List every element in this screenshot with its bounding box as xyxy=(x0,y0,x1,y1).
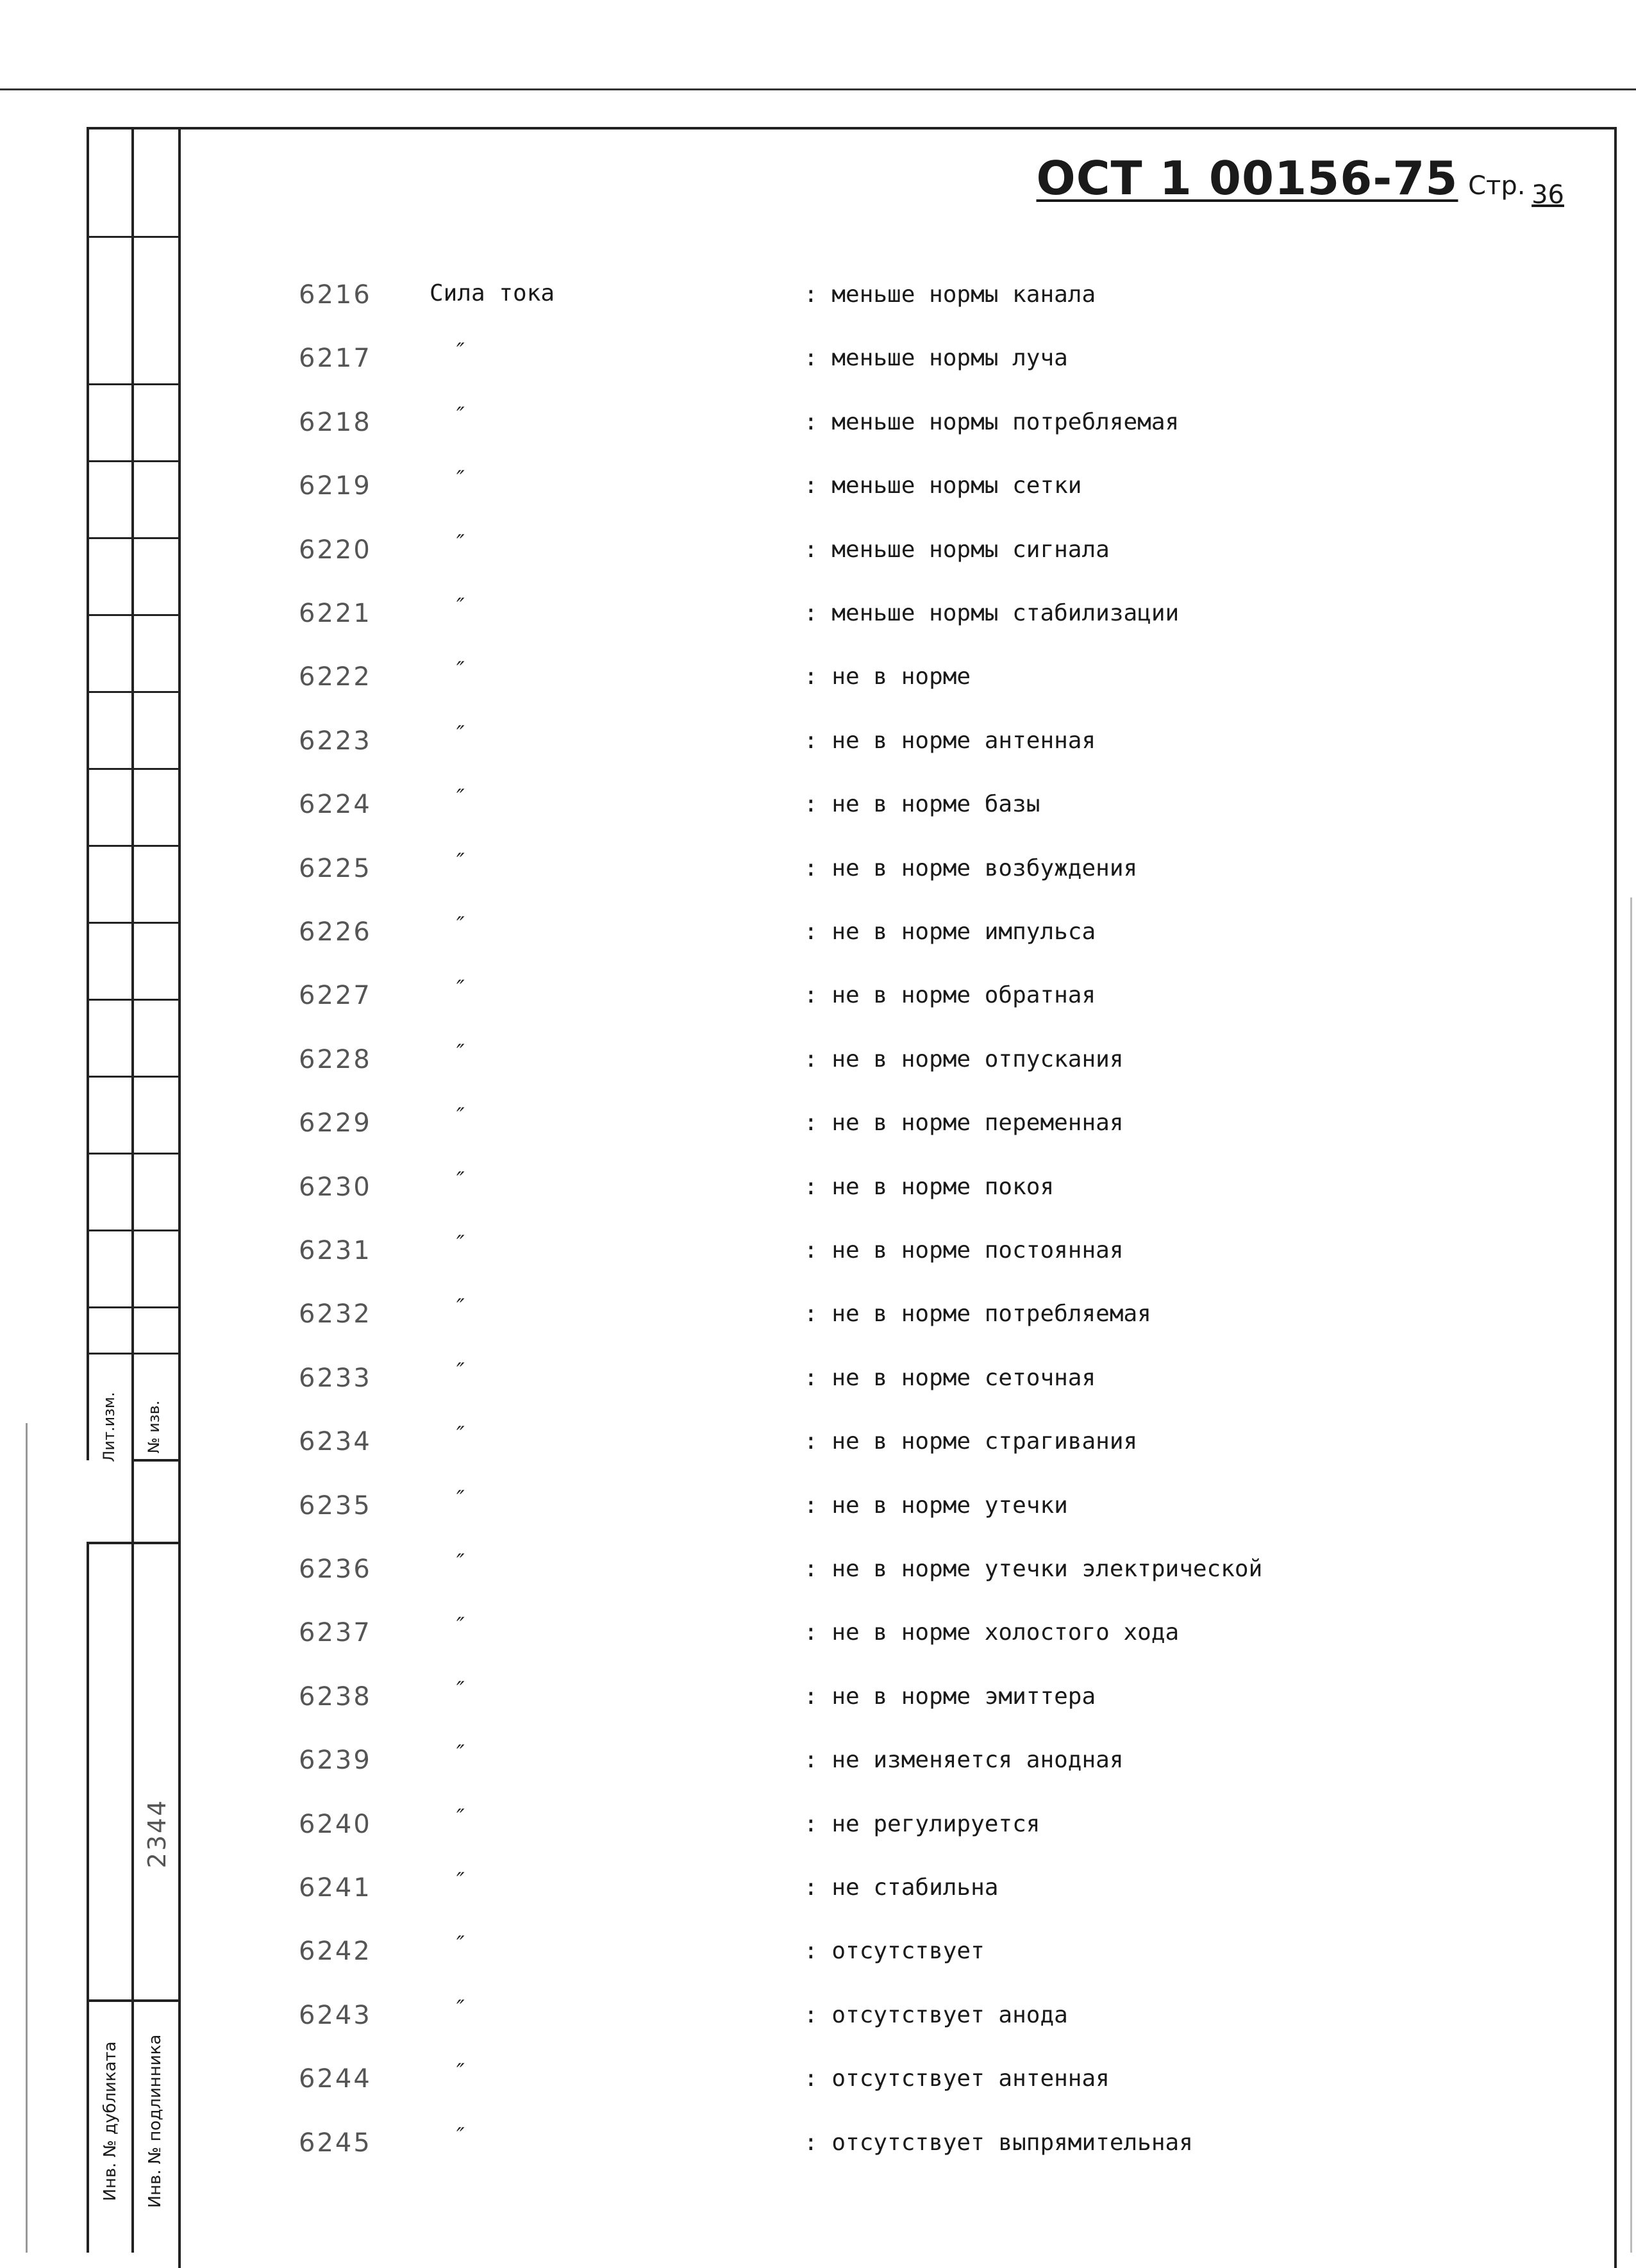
entry-description: : меньше нормы луча xyxy=(804,345,1068,371)
ditto-mark: ″ xyxy=(456,2059,465,2085)
ditto-mark: ″ xyxy=(456,721,465,747)
entry-code: 6238 xyxy=(299,1682,372,1712)
ditto-mark: ″ xyxy=(456,403,465,428)
ditto-mark: ″ xyxy=(456,338,465,364)
list-item xyxy=(0,849,1636,917)
entry-description: : не в норме страгивания xyxy=(804,1428,1138,1455)
entry-code: 6227 xyxy=(299,981,372,1010)
entry-code: 6237 xyxy=(299,1618,372,1647)
entry-description: : не в норме эмиттера xyxy=(804,1683,1096,1710)
list-item xyxy=(0,2059,1636,2128)
entry-code: 6244 xyxy=(299,2064,372,2094)
ditto-mark: ″ xyxy=(456,912,465,938)
ditto-mark: ″ xyxy=(456,2123,465,2149)
list-item xyxy=(0,721,1636,790)
entry-code: 6224 xyxy=(299,790,372,819)
list-item xyxy=(0,912,1636,981)
entry-code: 6236 xyxy=(299,1555,372,1584)
entry-description: : отсутствует xyxy=(804,1938,985,1964)
entry-code: 6234 xyxy=(299,1427,372,1456)
list-item xyxy=(0,1677,1636,1746)
entry-description: : не в норме обратная xyxy=(804,982,1096,1008)
entry-code: 6242 xyxy=(299,1937,372,1966)
entry-description: : не в норме антенная xyxy=(804,728,1096,754)
entry-code: 6230 xyxy=(299,1172,372,1202)
ditto-mark: ″ xyxy=(456,849,465,874)
page-label: Стр. xyxy=(1468,171,1526,201)
inv-duplicate-label: Инв. № дубликата xyxy=(101,2041,120,2201)
list-item xyxy=(0,1422,1636,1490)
entry-code: 6240 xyxy=(299,1810,372,1839)
entry-description: : не в норме постоянная xyxy=(804,1237,1124,1263)
strip-cell-divider xyxy=(87,236,181,238)
ditto-mark: ″ xyxy=(456,1294,465,1320)
entry-code: 6221 xyxy=(299,599,372,628)
list-item xyxy=(0,976,1636,1044)
document-code: ОСТ 1 00156-75 xyxy=(1036,151,1458,205)
ditto-mark: ″ xyxy=(456,1613,465,1638)
entry-code: 6239 xyxy=(299,1746,372,1775)
list-item xyxy=(0,280,1636,344)
list-item xyxy=(0,1805,1636,1873)
list-item xyxy=(0,1103,1636,1172)
list-item xyxy=(0,1868,1636,1937)
list-item xyxy=(0,530,1636,599)
ditto-mark: ″ xyxy=(456,1422,465,1447)
entry-description: : не в норме базы xyxy=(804,791,1040,817)
inv-number: 2344 xyxy=(143,1798,171,1869)
entry-description: : не в норме возбуждения xyxy=(804,855,1138,881)
entry-code: 6241 xyxy=(299,1873,372,1903)
ditto-mark: ″ xyxy=(456,1103,465,1129)
ditto-mark: ″ xyxy=(456,976,465,1001)
entry-description: : отсутствует анода xyxy=(804,2002,1068,2028)
ditto-mark: ″ xyxy=(456,785,465,810)
entry-description: : не в норме утечки xyxy=(804,1492,1068,1519)
ditto-mark: ″ xyxy=(456,1996,465,2021)
entry-description: : не в норме переменная xyxy=(804,1110,1124,1136)
entry-description: : не в норме сеточная xyxy=(804,1365,1096,1391)
entry-code: 6233 xyxy=(299,1363,372,1393)
entry-description: : не в норме импульса xyxy=(804,919,1096,945)
document-header xyxy=(1036,151,1565,210)
ditto-mark: ″ xyxy=(456,1167,465,1193)
list-item xyxy=(0,1613,1636,1681)
entry-description: : меньше нормы потребляемая xyxy=(804,409,1180,435)
ditto-mark: ″ xyxy=(456,594,465,619)
entry-description: : меньше нормы сигнала xyxy=(804,537,1110,563)
list-item xyxy=(0,1549,1636,1618)
list-item xyxy=(0,1996,1636,2064)
entry-code: 6217 xyxy=(299,344,372,373)
strip-top-line xyxy=(87,127,181,129)
list-item xyxy=(0,1167,1636,1236)
entry-description: : не стабильна xyxy=(804,1874,999,1901)
entry-code: 6228 xyxy=(299,1045,372,1074)
entry-description: : отсутствует антенная xyxy=(804,2065,1110,2092)
list-item xyxy=(0,338,1636,407)
entry-code: 6231 xyxy=(299,1236,372,1265)
inv-original-label: Инв. № подлинника xyxy=(146,2034,165,2208)
entry-description: : не в норме холостого хода xyxy=(804,1619,1180,1646)
ditto-mark: ″ xyxy=(456,530,465,556)
ditto-mark: ″ xyxy=(456,1931,465,1957)
list-item xyxy=(0,1231,1636,1299)
ditto-mark: ″ xyxy=(456,1040,465,1065)
entry-description: : не в норме покоя xyxy=(804,1174,1055,1200)
ditto-mark: ″ xyxy=(456,1868,465,1894)
entry-code: 6216 xyxy=(299,280,372,310)
list-item xyxy=(0,1931,1636,2000)
entry-description: : меньше нормы сетки xyxy=(804,472,1082,499)
list-item xyxy=(0,1358,1636,1427)
entry-description: : не в норме утечки электрической xyxy=(804,1556,1263,1582)
entry-code: 6225 xyxy=(299,854,372,883)
list-item xyxy=(0,657,1636,726)
list-item xyxy=(0,2123,1636,2192)
entry-code: 6232 xyxy=(299,1299,372,1329)
entry-code: 6235 xyxy=(299,1491,372,1521)
entry-code: 6223 xyxy=(299,726,372,756)
lit-izm-label: Лит.изм. xyxy=(100,1392,118,1462)
ditto-mark: ″ xyxy=(456,1486,465,1512)
entry-description: : не в норме отпускания xyxy=(804,1046,1124,1072)
entry-code: 6243 xyxy=(299,2001,372,2030)
entry-code: 6245 xyxy=(299,2128,372,2158)
entry-term: Сила тока xyxy=(430,280,555,306)
entry-description: : меньше нормы стабилизации xyxy=(804,600,1180,626)
list-item xyxy=(0,785,1636,853)
ditto-mark: ″ xyxy=(456,1677,465,1703)
ditto-mark: ″ xyxy=(456,466,465,492)
list-item xyxy=(0,403,1636,471)
ditto-mark: ″ xyxy=(456,1549,465,1575)
entry-description: : отсутствует выпрямительная xyxy=(804,2130,1193,2156)
entry-description: : меньше нормы канала xyxy=(804,281,1096,308)
list-item xyxy=(0,1740,1636,1809)
entry-code: 6218 xyxy=(299,408,372,437)
list-item xyxy=(0,1040,1636,1108)
top-rule xyxy=(0,88,1636,90)
entry-code: 6222 xyxy=(299,662,372,692)
list-item xyxy=(0,594,1636,662)
entry-description: : не в норме xyxy=(804,663,971,690)
ditto-mark: ″ xyxy=(456,1805,465,1830)
entry-code: 6226 xyxy=(299,917,372,947)
ditto-mark: ″ xyxy=(456,1231,465,1256)
entry-code: 6229 xyxy=(299,1108,372,1138)
entry-code: 6220 xyxy=(299,535,372,565)
entry-description: : не изменяется анодная xyxy=(804,1747,1124,1773)
ditto-mark: ″ xyxy=(456,1740,465,1766)
page-number: 36 xyxy=(1532,180,1564,210)
no-izv-label: № изв. xyxy=(145,1400,163,1454)
entry-description: : не регулируется xyxy=(804,1811,1040,1837)
list-item xyxy=(0,1486,1636,1555)
list-item xyxy=(0,466,1636,535)
entry-code: 6219 xyxy=(299,471,372,501)
ditto-mark: ″ xyxy=(456,657,465,683)
ditto-mark: ″ xyxy=(456,1358,465,1384)
entry-description: : не в норме потребляемая xyxy=(804,1301,1151,1327)
list-item xyxy=(0,1294,1636,1363)
